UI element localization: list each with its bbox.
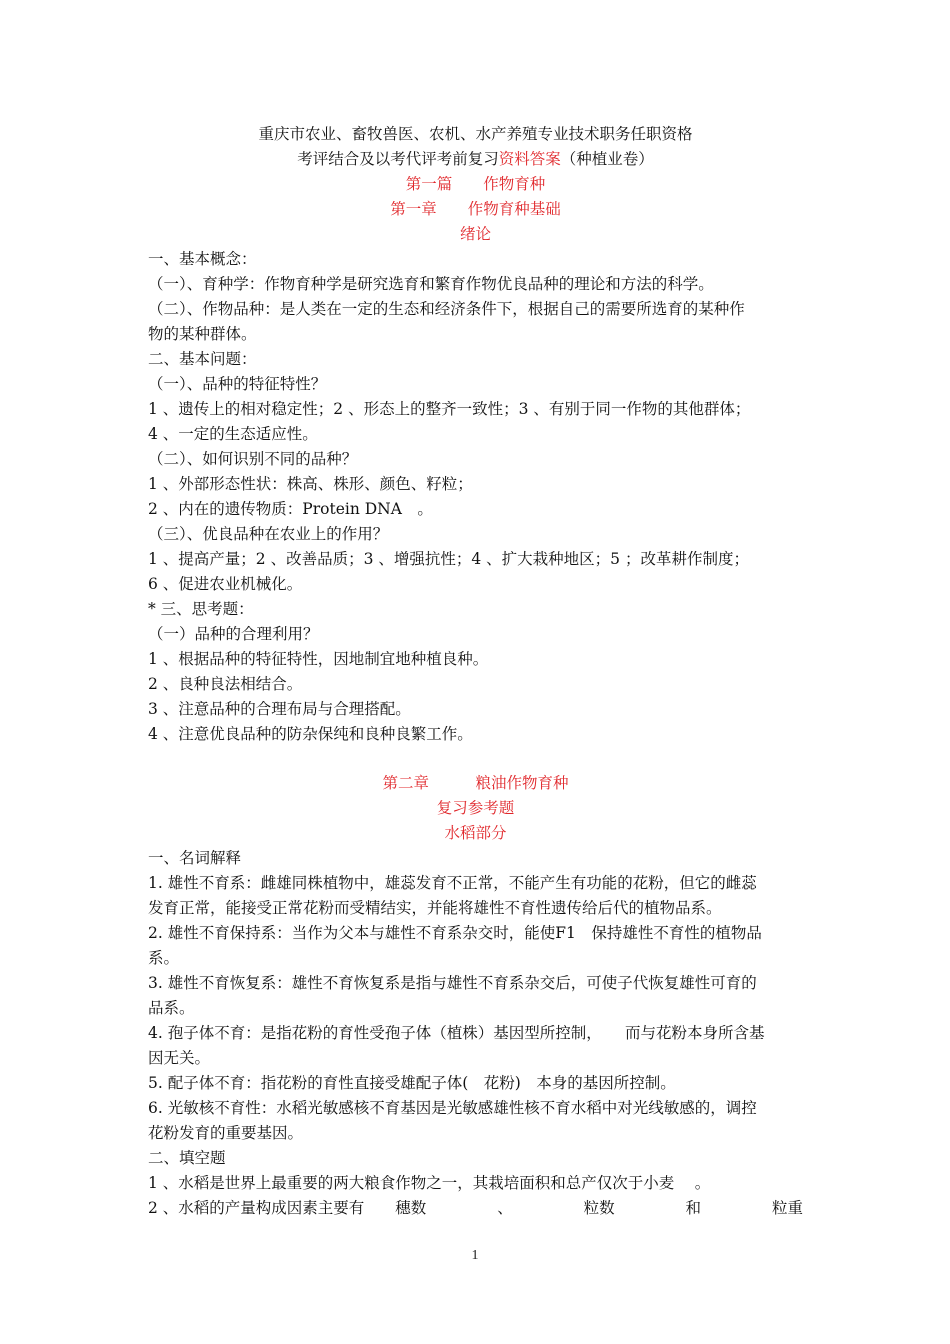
body1-line: 一、基本概念： [148, 250, 257, 268]
body1-line: （二）、如何识别不同的品种？ [148, 450, 358, 468]
body2-line: 3. 雄性不育恢复系：雄性不育恢复系是指与雄性不育系杂交后，可使子代恢复雄性可育的 [148, 974, 757, 992]
body1-line: 2 、良种良法相结合。 [148, 675, 303, 693]
body1-line: （三）、优良品种在农业上的作用？ [148, 525, 389, 543]
part-title: 第一篇 作物育种 [405, 175, 546, 193]
fill-blank-segment: 2 、水稻的产量构成因素主要有 穗数 [148, 1199, 427, 1217]
body1-line: 1 、外部形态性状：株高、株形、颜色、籽粒； [148, 475, 473, 493]
body1-line: 6 、促进农业机械化。 [148, 575, 303, 593]
body1-line: 4 、注意优良品种的防杂保纯和良种良繁工作。 [148, 725, 473, 743]
body2-line: 花粉发育的重要基因。 [148, 1124, 304, 1142]
body1-line: （一）、育种学：作物育种学是研究选育和繁育作物优良品种的理论和方法的科学。 [148, 275, 714, 293]
body1-line: 2 、内在的遗传物质：Protein DNA 。 [148, 500, 433, 518]
page-number: 1 [471, 1248, 479, 1263]
body2-line: 系。 [148, 949, 180, 967]
body2-line: 6. 光敏核不育性：水稻光敏感核不育基因是光敏感雄性核不育水稻中对光线敏感的，调控 [148, 1099, 757, 1117]
body1-line: 1 、遗传上的相对稳定性；2 、形态上的整齐一致性；3 、有别于同一作物的其他群体； [148, 400, 751, 418]
title-red-text: 资料答案 [498, 150, 561, 168]
fill-blank-segment: 粒重 [771, 1199, 803, 1217]
document-title-line2 [148, 147, 803, 172]
body1-line: 二、基本问题： [148, 350, 257, 368]
chapter2-subtitle: 复习参考题 [436, 799, 515, 817]
body1-line: （二）、作物品种：是人类在一定的生态和经济条件下，根据自己的需要所选育的某种作 [148, 300, 745, 318]
body2-line: 1 、水稻是世界上最重要的两大粮食作物之一，其栽培面积和总产仅次于小麦 。 [148, 1174, 711, 1192]
document-page [148, 122, 803, 1221]
body2-line: 2. 雄性不育保持系：当作为父本与雄性不育系杂交时，能使F1 保持雄性不育性的植物品 [148, 924, 762, 942]
fill-blank-segment: 粒数 [583, 1199, 615, 1217]
fill-blank-segment: 、 [497, 1199, 513, 1217]
body2-line: 4. 孢子体不育：是指花粉的育性受孢子体（植株）基因型所控制， 而与花粉本身所含基 [148, 1024, 765, 1042]
title-suffix: （种植业卷） [560, 150, 654, 168]
body2-line: 发育正常，能接受正常花粉而受精结实，并能将雄性不育性遗传给后代的植物品系。 [148, 899, 722, 917]
body1-line: 3 、注意品种的合理布局与合理搭配。 [148, 700, 411, 718]
intro-section-title: 绪论 [459, 225, 491, 243]
fill-blank-segment: 和 [685, 1199, 702, 1217]
title-prefix: 考评结合及以考代评考前复习 [297, 150, 499, 168]
fill-blank-line [148, 1196, 803, 1221]
body1-line: * 三、思考题： [148, 600, 254, 618]
chapter2-title: 第二章 粮油作物育种 [382, 774, 569, 792]
document-title-line1: 重庆市农业、畜牧兽医、农机、水产养殖专业技术职务任职资格 [258, 125, 693, 143]
chapter1-title: 第一章 作物育种基础 [390, 200, 561, 218]
body1-line: 1 、根据品种的特征特性，因地制宜地种植良种。 [148, 650, 489, 668]
body1-line: （一）品种的合理利用？ [148, 625, 319, 643]
body2-line: 品系。 [148, 999, 195, 1017]
body1-line: （一）、品种的特征特性？ [148, 375, 327, 393]
rice-section-title: 水稻部分 [444, 824, 507, 842]
body1-line: 4 、一定的生态适应性。 [148, 425, 318, 443]
body2-line: 一、名词解释 [148, 849, 242, 867]
body1-line: 物的某种群体。 [148, 325, 257, 343]
body2-line: 二、填空题 [148, 1149, 226, 1167]
section-gap [148, 747, 803, 771]
body2-line: 因无关。 [148, 1049, 211, 1067]
body1-line: 1 、提高产量；2 、改善品质；3 、增强抗性；4 、扩大栽种地区；5 ；改革耕作制度； [148, 550, 749, 568]
body2-line: 5. 配子体不育：指花粉的育性直接受雄配子体( 花粉) 本身的基因所控制。 [148, 1074, 676, 1092]
body2-line: 1. 雄性不育系：雌雄同株植物中，雄蕊发育不正常，不能产生有功能的花粉，但它的雌蕊 [148, 874, 757, 892]
